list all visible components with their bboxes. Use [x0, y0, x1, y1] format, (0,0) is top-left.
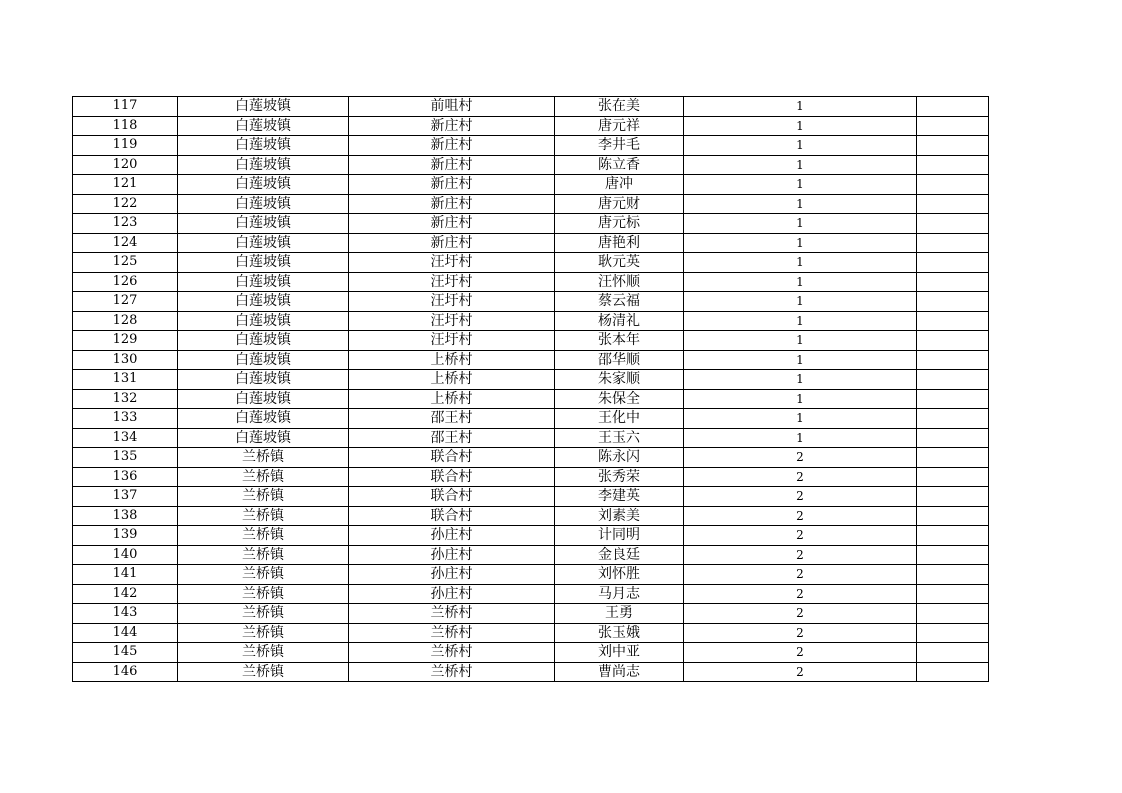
note-cell — [917, 155, 989, 175]
row-number-cell: 125 — [73, 253, 178, 273]
town-cell: 白莲坡镇 — [178, 272, 349, 292]
name-cell: 金良廷 — [555, 545, 684, 565]
table-row — [73, 662, 989, 682]
table-row — [73, 389, 989, 409]
row-number-cell: 142 — [73, 584, 178, 604]
village-cell: 上桥村 — [349, 370, 555, 390]
quantity-cell: 1 — [684, 253, 917, 273]
table-row — [73, 350, 989, 370]
row-number-cell: 140 — [73, 545, 178, 565]
town-cell: 白莲坡镇 — [178, 370, 349, 390]
name-cell: 王勇 — [555, 604, 684, 624]
table-row — [73, 97, 989, 117]
name-cell: 唐冲 — [555, 175, 684, 195]
table-row — [73, 604, 989, 624]
quantity-cell: 1 — [684, 175, 917, 195]
quantity-cell: 1 — [684, 292, 917, 312]
quantity-cell: 2 — [684, 545, 917, 565]
quantity-cell: 1 — [684, 409, 917, 429]
name-cell: 唐元财 — [555, 194, 684, 214]
village-cell: 汪圩村 — [349, 292, 555, 312]
name-cell: 马月志 — [555, 584, 684, 604]
note-cell — [917, 331, 989, 351]
note-cell — [917, 136, 989, 156]
quantity-cell: 2 — [684, 643, 917, 663]
data-table — [72, 96, 989, 682]
village-cell: 新庄村 — [349, 136, 555, 156]
quantity-cell: 2 — [684, 662, 917, 682]
village-cell: 新庄村 — [349, 155, 555, 175]
name-cell: 李建英 — [555, 487, 684, 507]
village-cell: 邵王村 — [349, 409, 555, 429]
town-cell: 兰桥镇 — [178, 467, 349, 487]
note-cell — [917, 116, 989, 136]
name-cell: 蔡云福 — [555, 292, 684, 312]
village-cell: 上桥村 — [349, 350, 555, 370]
quantity-cell: 1 — [684, 97, 917, 117]
village-cell: 联合村 — [349, 467, 555, 487]
note-cell — [917, 428, 989, 448]
town-cell: 兰桥镇 — [178, 662, 349, 682]
row-number-cell: 130 — [73, 350, 178, 370]
row-number-cell: 146 — [73, 662, 178, 682]
village-cell: 新庄村 — [349, 214, 555, 234]
note-cell — [917, 604, 989, 624]
name-cell: 邵华顺 — [555, 350, 684, 370]
note-cell — [917, 370, 989, 390]
village-cell: 兰桥村 — [349, 662, 555, 682]
note-cell — [917, 623, 989, 643]
quantity-cell: 2 — [684, 448, 917, 468]
name-cell: 陈立香 — [555, 155, 684, 175]
village-cell: 新庄村 — [349, 233, 555, 253]
name-cell: 陈永闪 — [555, 448, 684, 468]
village-cell: 兰桥村 — [349, 604, 555, 624]
row-number-cell: 139 — [73, 526, 178, 546]
table-row — [73, 214, 989, 234]
row-number-cell: 144 — [73, 623, 178, 643]
table-row — [73, 467, 989, 487]
row-number-cell: 126 — [73, 272, 178, 292]
quantity-cell: 2 — [684, 506, 917, 526]
table-row — [73, 506, 989, 526]
town-cell: 兰桥镇 — [178, 623, 349, 643]
name-cell: 唐艳利 — [555, 233, 684, 253]
town-cell: 白莲坡镇 — [178, 350, 349, 370]
table-row — [73, 272, 989, 292]
table-row — [73, 175, 989, 195]
town-cell: 兰桥镇 — [178, 565, 349, 585]
note-cell — [917, 545, 989, 565]
row-number-cell: 123 — [73, 214, 178, 234]
row-number-cell: 135 — [73, 448, 178, 468]
note-cell — [917, 97, 989, 117]
quantity-cell: 1 — [684, 194, 917, 214]
town-cell: 兰桥镇 — [178, 545, 349, 565]
note-cell — [917, 409, 989, 429]
note-cell — [917, 487, 989, 507]
town-cell: 兰桥镇 — [178, 604, 349, 624]
name-cell: 刘素美 — [555, 506, 684, 526]
town-cell: 兰桥镇 — [178, 643, 349, 663]
name-cell: 刘中亚 — [555, 643, 684, 663]
table-row — [73, 623, 989, 643]
quantity-cell: 1 — [684, 389, 917, 409]
note-cell — [917, 565, 989, 585]
table-row — [73, 233, 989, 253]
village-cell: 孙庄村 — [349, 526, 555, 546]
name-cell: 王化中 — [555, 409, 684, 429]
quantity-cell: 1 — [684, 428, 917, 448]
town-cell: 兰桥镇 — [178, 506, 349, 526]
town-cell: 兰桥镇 — [178, 487, 349, 507]
quantity-cell: 2 — [684, 467, 917, 487]
name-cell: 李井毛 — [555, 136, 684, 156]
row-number-cell: 143 — [73, 604, 178, 624]
village-cell: 上桥村 — [349, 389, 555, 409]
row-number-cell: 127 — [73, 292, 178, 312]
row-number-cell: 129 — [73, 331, 178, 351]
name-cell: 杨清礼 — [555, 311, 684, 331]
town-cell: 白莲坡镇 — [178, 136, 349, 156]
quantity-cell: 1 — [684, 370, 917, 390]
quantity-cell: 1 — [684, 272, 917, 292]
note-cell — [917, 389, 989, 409]
table-row — [73, 194, 989, 214]
row-number-cell: 133 — [73, 409, 178, 429]
quantity-cell: 2 — [684, 487, 917, 507]
name-cell: 张玉娥 — [555, 623, 684, 643]
row-number-cell: 141 — [73, 565, 178, 585]
table-row — [73, 409, 989, 429]
note-cell — [917, 214, 989, 234]
row-number-cell: 134 — [73, 428, 178, 448]
table-row — [73, 643, 989, 663]
quantity-cell: 2 — [684, 526, 917, 546]
town-cell: 白莲坡镇 — [178, 389, 349, 409]
table-row — [73, 545, 989, 565]
town-cell: 白莲坡镇 — [178, 233, 349, 253]
name-cell: 唐元标 — [555, 214, 684, 234]
quantity-cell: 1 — [684, 350, 917, 370]
village-cell: 汪圩村 — [349, 272, 555, 292]
row-number-cell: 131 — [73, 370, 178, 390]
note-cell — [917, 175, 989, 195]
table-row — [73, 331, 989, 351]
note-cell — [917, 643, 989, 663]
table-row — [73, 428, 989, 448]
row-number-cell: 137 — [73, 487, 178, 507]
name-cell: 张本年 — [555, 331, 684, 351]
note-cell — [917, 233, 989, 253]
row-number-cell: 136 — [73, 467, 178, 487]
village-cell: 联合村 — [349, 487, 555, 507]
village-cell: 汪圩村 — [349, 331, 555, 351]
town-cell: 白莲坡镇 — [178, 175, 349, 195]
name-cell: 计同明 — [555, 526, 684, 546]
quantity-cell: 1 — [684, 214, 917, 234]
name-cell: 张秀荣 — [555, 467, 684, 487]
quantity-cell: 1 — [684, 136, 917, 156]
town-cell: 白莲坡镇 — [178, 428, 349, 448]
quantity-cell: 1 — [684, 311, 917, 331]
note-cell — [917, 467, 989, 487]
note-cell — [917, 194, 989, 214]
quantity-cell: 1 — [684, 233, 917, 253]
village-cell: 新庄村 — [349, 194, 555, 214]
table-row — [73, 116, 989, 136]
quantity-cell: 2 — [684, 584, 917, 604]
name-cell: 曹尚志 — [555, 662, 684, 682]
note-cell — [917, 506, 989, 526]
quantity-cell: 1 — [684, 155, 917, 175]
quantity-cell: 1 — [684, 116, 917, 136]
row-number-cell: 128 — [73, 311, 178, 331]
town-cell: 白莲坡镇 — [178, 292, 349, 312]
village-cell: 汪圩村 — [349, 253, 555, 273]
table-row — [73, 370, 989, 390]
name-cell: 朱保全 — [555, 389, 684, 409]
note-cell — [917, 272, 989, 292]
village-cell: 前咀村 — [349, 97, 555, 117]
village-cell: 新庄村 — [349, 175, 555, 195]
village-cell: 孙庄村 — [349, 584, 555, 604]
row-number-cell: 119 — [73, 136, 178, 156]
name-cell: 刘怀胜 — [555, 565, 684, 585]
row-number-cell: 117 — [73, 97, 178, 117]
village-cell: 邵王村 — [349, 428, 555, 448]
table-row — [73, 584, 989, 604]
name-cell: 张在美 — [555, 97, 684, 117]
quantity-cell: 2 — [684, 565, 917, 585]
note-cell — [917, 526, 989, 546]
name-cell: 唐元祥 — [555, 116, 684, 136]
name-cell: 王玉六 — [555, 428, 684, 448]
town-cell: 兰桥镇 — [178, 448, 349, 468]
village-cell: 新庄村 — [349, 116, 555, 136]
village-cell: 孙庄村 — [349, 545, 555, 565]
note-cell — [917, 253, 989, 273]
note-cell — [917, 350, 989, 370]
table-row — [73, 253, 989, 273]
village-cell: 汪圩村 — [349, 311, 555, 331]
town-cell: 白莲坡镇 — [178, 331, 349, 351]
note-cell — [917, 311, 989, 331]
quantity-cell: 2 — [684, 623, 917, 643]
town-cell: 白莲坡镇 — [178, 155, 349, 175]
table-row — [73, 526, 989, 546]
note-cell — [917, 292, 989, 312]
village-cell: 兰桥村 — [349, 643, 555, 663]
note-cell — [917, 584, 989, 604]
town-cell: 白莲坡镇 — [178, 311, 349, 331]
name-cell: 汪怀顺 — [555, 272, 684, 292]
village-cell: 兰桥村 — [349, 623, 555, 643]
row-number-cell: 122 — [73, 194, 178, 214]
table-row — [73, 292, 989, 312]
table-row — [73, 487, 989, 507]
row-number-cell: 121 — [73, 175, 178, 195]
name-cell: 朱家顺 — [555, 370, 684, 390]
row-number-cell: 118 — [73, 116, 178, 136]
table-row — [73, 136, 989, 156]
town-cell: 白莲坡镇 — [178, 116, 349, 136]
town-cell: 白莲坡镇 — [178, 97, 349, 117]
row-number-cell: 145 — [73, 643, 178, 663]
town-cell: 兰桥镇 — [178, 584, 349, 604]
town-cell: 兰桥镇 — [178, 526, 349, 546]
quantity-cell: 1 — [684, 331, 917, 351]
row-number-cell: 120 — [73, 155, 178, 175]
village-cell: 联合村 — [349, 448, 555, 468]
table-row — [73, 311, 989, 331]
row-number-cell: 138 — [73, 506, 178, 526]
town-cell: 白莲坡镇 — [178, 253, 349, 273]
town-cell: 白莲坡镇 — [178, 214, 349, 234]
village-cell: 联合村 — [349, 506, 555, 526]
table-row — [73, 448, 989, 468]
table-row — [73, 155, 989, 175]
table-row — [73, 565, 989, 585]
quantity-cell: 2 — [684, 604, 917, 624]
note-cell — [917, 448, 989, 468]
note-cell — [917, 662, 989, 682]
town-cell: 白莲坡镇 — [178, 409, 349, 429]
village-cell: 孙庄村 — [349, 565, 555, 585]
table-body — [73, 97, 989, 682]
row-number-cell: 132 — [73, 389, 178, 409]
town-cell: 白莲坡镇 — [178, 194, 349, 214]
name-cell: 耿元英 — [555, 253, 684, 273]
row-number-cell: 124 — [73, 233, 178, 253]
